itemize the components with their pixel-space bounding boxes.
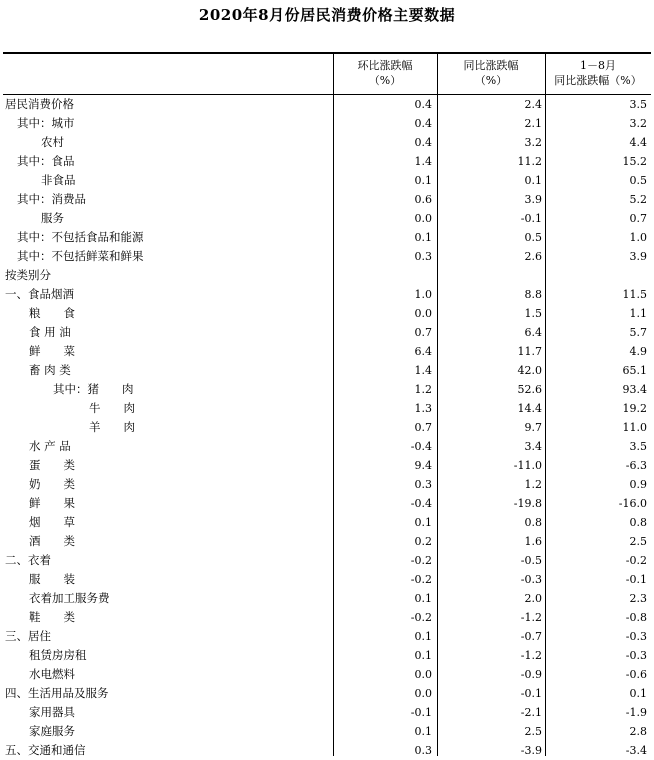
yoy-value: 1.5 <box>524 307 542 320</box>
yoy-value: 9.7 <box>524 421 542 434</box>
mom-value: -0.2 <box>410 573 432 586</box>
yoy-value: -3.9 <box>520 744 542 757</box>
row-label: 鲜 果 <box>29 496 75 510</box>
mom-value: 1.0 <box>414 288 432 301</box>
mom-value: -0.2 <box>410 554 432 567</box>
row-label: 酒 类 <box>29 534 75 548</box>
mom-value: -0.4 <box>410 497 432 510</box>
row-label: 家用器具 <box>29 705 75 719</box>
row-label: 租赁房房租 <box>29 648 87 662</box>
ytd-value: -6.3 <box>625 459 647 472</box>
yoy-value: -11.0 <box>513 459 542 472</box>
yoy-value: -0.5 <box>520 554 542 567</box>
mom-value: -0.4 <box>410 440 432 453</box>
table-row <box>3 209 651 228</box>
row-label: 三、居住 <box>5 629 51 643</box>
yoy-value: 3.9 <box>524 193 542 206</box>
row-label: 羊 肉 <box>89 420 135 434</box>
ytd-value: 19.2 <box>622 402 647 415</box>
table-row <box>3 342 651 361</box>
row-label: 农村 <box>41 135 64 149</box>
ytd-value: -1.9 <box>625 706 647 719</box>
row-label: 其中：城市 <box>17 116 75 130</box>
row-label: 五、交通和通信 <box>5 743 86 757</box>
mom-value: 0.1 <box>414 174 432 187</box>
ytd-value: 1.1 <box>629 307 647 320</box>
header-ytd-unit: 同比涨跌幅（%） <box>554 74 642 87</box>
row-label: 非食品 <box>41 173 76 187</box>
yoy-value: 0.5 <box>524 231 542 244</box>
yoy-value: 3.2 <box>524 136 542 149</box>
header-yoy-label: 同比涨跌幅 <box>463 59 519 72</box>
row-label: 畜 肉 类 <box>29 363 71 377</box>
cpi-table <box>3 52 651 760</box>
header-yoy-unit: （%） <box>474 74 508 87</box>
ytd-value: -0.2 <box>625 554 647 567</box>
row-label: 牛 肉 <box>89 401 135 415</box>
ytd-value: 11.0 <box>622 421 647 434</box>
table-row <box>3 627 651 646</box>
table-row <box>3 304 651 323</box>
yoy-value: 2.5 <box>524 725 542 738</box>
ytd-value: 5.7 <box>629 326 647 339</box>
mom-value: 0.3 <box>414 250 432 263</box>
mom-value: 0.4 <box>414 117 432 130</box>
table-row <box>3 133 651 152</box>
header-yoy <box>437 54 545 94</box>
mom-value: 0.1 <box>414 592 432 605</box>
mom-value: 0.7 <box>414 421 432 434</box>
mom-value: -0.1 <box>410 706 432 719</box>
mom-value: 1.4 <box>414 364 432 377</box>
column-divider <box>333 52 334 756</box>
table-row <box>3 323 651 342</box>
table-row <box>3 494 651 513</box>
ytd-value: 65.1 <box>622 364 647 377</box>
ytd-value: -0.8 <box>625 611 647 624</box>
row-label: 食 用 油 <box>29 325 71 339</box>
yoy-value: -19.8 <box>513 497 542 510</box>
ytd-value: 0.9 <box>629 478 647 491</box>
table-row <box>3 152 651 171</box>
yoy-value: 2.4 <box>524 98 542 111</box>
yoy-value: -0.1 <box>520 212 542 225</box>
row-label: 其中：食品 <box>17 154 75 168</box>
row-label: 水电燃料 <box>29 667 75 681</box>
table-row <box>3 399 651 418</box>
yoy-value: -1.2 <box>520 611 542 624</box>
table-row <box>3 475 651 494</box>
header-ytd-label: 1－8月 <box>580 59 616 72</box>
row-label: 鞋 类 <box>29 610 75 624</box>
yoy-value: 0.1 <box>524 174 542 187</box>
column-divider <box>437 52 438 756</box>
yoy-value: 42.0 <box>517 364 542 377</box>
table-row <box>3 171 651 190</box>
header-mom <box>333 54 437 94</box>
table-header <box>3 52 651 95</box>
ytd-value: 1.0 <box>629 231 647 244</box>
mom-value: 0.1 <box>414 725 432 738</box>
table-row <box>3 361 651 380</box>
header-mom-label: 环比涨跌幅 <box>357 59 413 72</box>
mom-value: 0.4 <box>414 136 432 149</box>
yoy-value: -0.7 <box>520 630 542 643</box>
row-label: 粮 食 <box>29 306 75 320</box>
yoy-value: -0.9 <box>520 668 542 681</box>
ytd-value: 2.8 <box>629 725 647 738</box>
table-row <box>3 684 651 703</box>
page-title: 2020年8月份居民消费价格主要数据 <box>198 6 456 24</box>
table-row <box>3 285 651 304</box>
table-row <box>3 247 651 266</box>
table-row <box>3 95 651 114</box>
table-row <box>3 513 651 532</box>
mom-value: 0.1 <box>414 649 432 662</box>
row-label: 奶 类 <box>29 477 75 491</box>
yoy-value: 6.4 <box>524 326 542 339</box>
row-label: 服 装 <box>29 572 75 586</box>
ytd-value: 5.2 <box>629 193 647 206</box>
mom-value: 0.3 <box>414 744 432 757</box>
ytd-value: -0.6 <box>625 668 647 681</box>
row-label: 一、食品烟酒 <box>5 287 74 301</box>
table-row <box>3 570 651 589</box>
yoy-value: 52.6 <box>517 383 542 396</box>
table-row <box>3 380 651 399</box>
ytd-value: 4.4 <box>629 136 647 149</box>
mom-value: 0.1 <box>414 516 432 529</box>
mom-value: 1.3 <box>414 402 432 415</box>
mom-value: 0.1 <box>414 630 432 643</box>
ytd-value: -16.0 <box>618 497 647 510</box>
ytd-value: 0.8 <box>629 516 647 529</box>
table-row <box>3 266 651 285</box>
table-row <box>3 703 651 722</box>
mom-value: 1.4 <box>414 155 432 168</box>
row-label: 水 产 品 <box>29 439 71 453</box>
ytd-value: 2.5 <box>629 535 647 548</box>
mom-value: 6.4 <box>414 345 432 358</box>
mom-value: 0.0 <box>414 687 432 700</box>
ytd-value: 3.5 <box>629 440 647 453</box>
ytd-value: -0.3 <box>625 649 647 662</box>
mom-value: -0.2 <box>410 611 432 624</box>
row-label: 鲜 菜 <box>29 344 75 358</box>
table-row <box>3 551 651 570</box>
mom-value: 0.0 <box>414 668 432 681</box>
table-row <box>3 437 651 456</box>
ytd-value: 0.1 <box>629 687 647 700</box>
yoy-value: 1.6 <box>524 535 542 548</box>
table-row <box>3 190 651 209</box>
yoy-value: 2.6 <box>524 250 542 263</box>
mom-value: 0.6 <box>414 193 432 206</box>
ytd-value: 3.2 <box>629 117 647 130</box>
table-row <box>3 608 651 627</box>
row-label: 衣着加工服务费 <box>29 591 110 605</box>
row-label: 其中：猪 肉 <box>53 382 134 396</box>
table-row <box>3 646 651 665</box>
row-label: 按类别分 <box>5 268 51 282</box>
mom-value: 9.4 <box>414 459 432 472</box>
mom-value: 0.4 <box>414 98 432 111</box>
table-row <box>3 228 651 247</box>
table-row <box>3 418 651 437</box>
row-label: 其中：不包括食品和能源 <box>17 230 144 244</box>
table-row <box>3 114 651 133</box>
header-mom-unit: （%） <box>368 74 402 87</box>
table-row <box>3 741 651 760</box>
mom-value: 0.0 <box>414 307 432 320</box>
row-label: 其中：消费品 <box>17 192 86 206</box>
table-body <box>3 95 651 760</box>
ytd-value: -0.1 <box>625 573 647 586</box>
yoy-value: -0.1 <box>520 687 542 700</box>
yoy-value: 0.8 <box>524 516 542 529</box>
yoy-value: 11.2 <box>517 155 542 168</box>
table-row <box>3 589 651 608</box>
yoy-value: -2.1 <box>520 706 542 719</box>
mom-value: 0.1 <box>414 231 432 244</box>
mom-value: 0.7 <box>414 326 432 339</box>
row-label: 烟 草 <box>29 515 75 529</box>
yoy-value: 2.0 <box>524 592 542 605</box>
column-divider <box>545 52 546 756</box>
ytd-value: 11.5 <box>622 288 647 301</box>
ytd-value: 15.2 <box>622 155 647 168</box>
row-label: 二、衣着 <box>5 553 51 567</box>
header-ytd <box>545 54 651 94</box>
row-label: 四、生活用品及服务 <box>5 686 109 700</box>
table-row <box>3 456 651 475</box>
row-label: 家庭服务 <box>29 724 75 738</box>
table-row <box>3 722 651 741</box>
ytd-value: 4.9 <box>629 345 647 358</box>
ytd-value: 3.5 <box>629 98 647 111</box>
row-label: 居民消费价格 <box>5 97 74 111</box>
row-label: 服务 <box>41 211 64 225</box>
ytd-value: -3.4 <box>625 744 647 757</box>
yoy-value: -0.3 <box>520 573 542 586</box>
mom-value: 0.2 <box>414 535 432 548</box>
ytd-value: 0.7 <box>629 212 647 225</box>
table-row <box>3 665 651 684</box>
yoy-value: 3.4 <box>524 440 542 453</box>
ytd-value: 3.9 <box>629 250 647 263</box>
yoy-value: 2.1 <box>524 117 542 130</box>
mom-value: 0.0 <box>414 212 432 225</box>
row-label: 其中：不包括鲜菜和鲜果 <box>17 249 144 263</box>
mom-value: 0.3 <box>414 478 432 491</box>
row-label: 蛋 类 <box>29 458 75 472</box>
yoy-value: -1.2 <box>520 649 542 662</box>
ytd-value: 93.4 <box>622 383 647 396</box>
table-row <box>3 532 651 551</box>
mom-value: 1.2 <box>414 383 432 396</box>
yoy-value: 8.8 <box>524 288 542 301</box>
yoy-value: 11.7 <box>517 345 542 358</box>
ytd-value: 0.5 <box>629 174 647 187</box>
yoy-value: 1.2 <box>524 478 542 491</box>
ytd-value: -0.3 <box>625 630 647 643</box>
yoy-value: 14.4 <box>517 402 542 415</box>
ytd-value: 2.3 <box>629 592 647 605</box>
